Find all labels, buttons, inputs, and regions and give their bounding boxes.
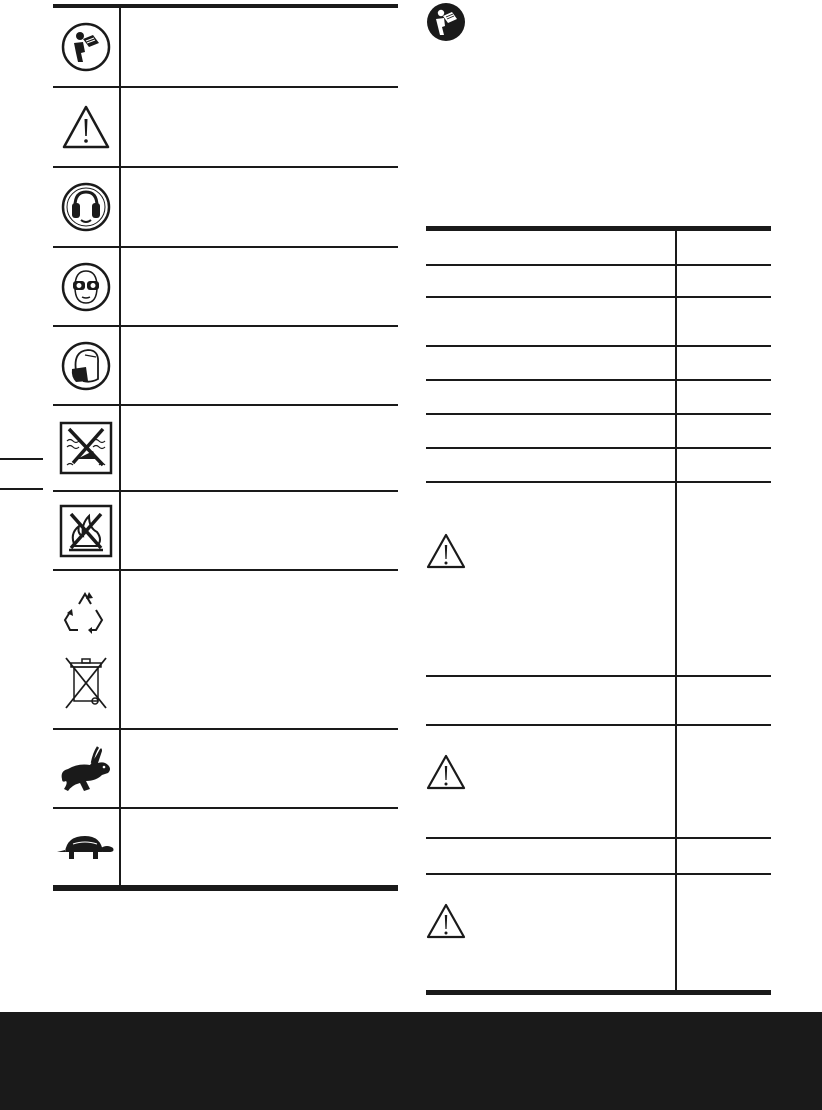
eye-protection-icon (53, 248, 119, 325)
symbol-row-read-manual (53, 8, 398, 88)
table-row-warning (426, 726, 771, 839)
side-tab-mark (0, 458, 43, 460)
read-manual-icon (53, 8, 119, 86)
warning-triangle-icon (53, 88, 119, 166)
symbol-row-eye-protection (53, 248, 398, 327)
footer-text (0, 1012, 822, 1032)
ear-protection-icon (53, 168, 119, 246)
no-fire-icon (53, 492, 119, 569)
symbol-row-no-rain (53, 406, 398, 492)
table-row (426, 839, 771, 875)
footer-band (0, 1012, 822, 1110)
weee-bin-icon (63, 655, 109, 711)
recycle-icon (60, 588, 112, 638)
slow-speed-tortoise-icon (53, 809, 119, 885)
table-row (426, 415, 771, 449)
side-tab-mark (0, 488, 43, 490)
symbol-row-slow-speed (53, 809, 398, 885)
table-row-warning (426, 483, 771, 677)
fast-speed-rabbit-icon (53, 730, 119, 807)
dust-mask-icon (53, 327, 119, 404)
table-row (426, 266, 771, 298)
read-manual-icon (426, 2, 466, 47)
table-row (426, 449, 771, 483)
table-row (426, 298, 771, 347)
symbol-row-no-fire (53, 492, 398, 571)
safety-symbols-table (53, 4, 398, 891)
recycle-and-weee-bin-icon (53, 571, 119, 728)
table-row (426, 231, 771, 266)
symbol-row-dust-mask (53, 327, 398, 406)
technical-data-table (426, 226, 771, 995)
no-rain-icon (53, 406, 119, 490)
warning-triangle-icon (426, 533, 466, 569)
symbol-row-warning (53, 88, 398, 168)
table-row (426, 347, 771, 381)
warning-triangle-icon (426, 754, 466, 790)
table-row (426, 381, 771, 415)
warning-triangle-icon (426, 903, 466, 939)
table-row (426, 677, 771, 726)
symbol-row-recycling (53, 571, 398, 730)
symbol-row-ear-protection (53, 168, 398, 248)
symbol-row-fast-speed (53, 730, 398, 809)
table-row-warning (426, 875, 771, 990)
